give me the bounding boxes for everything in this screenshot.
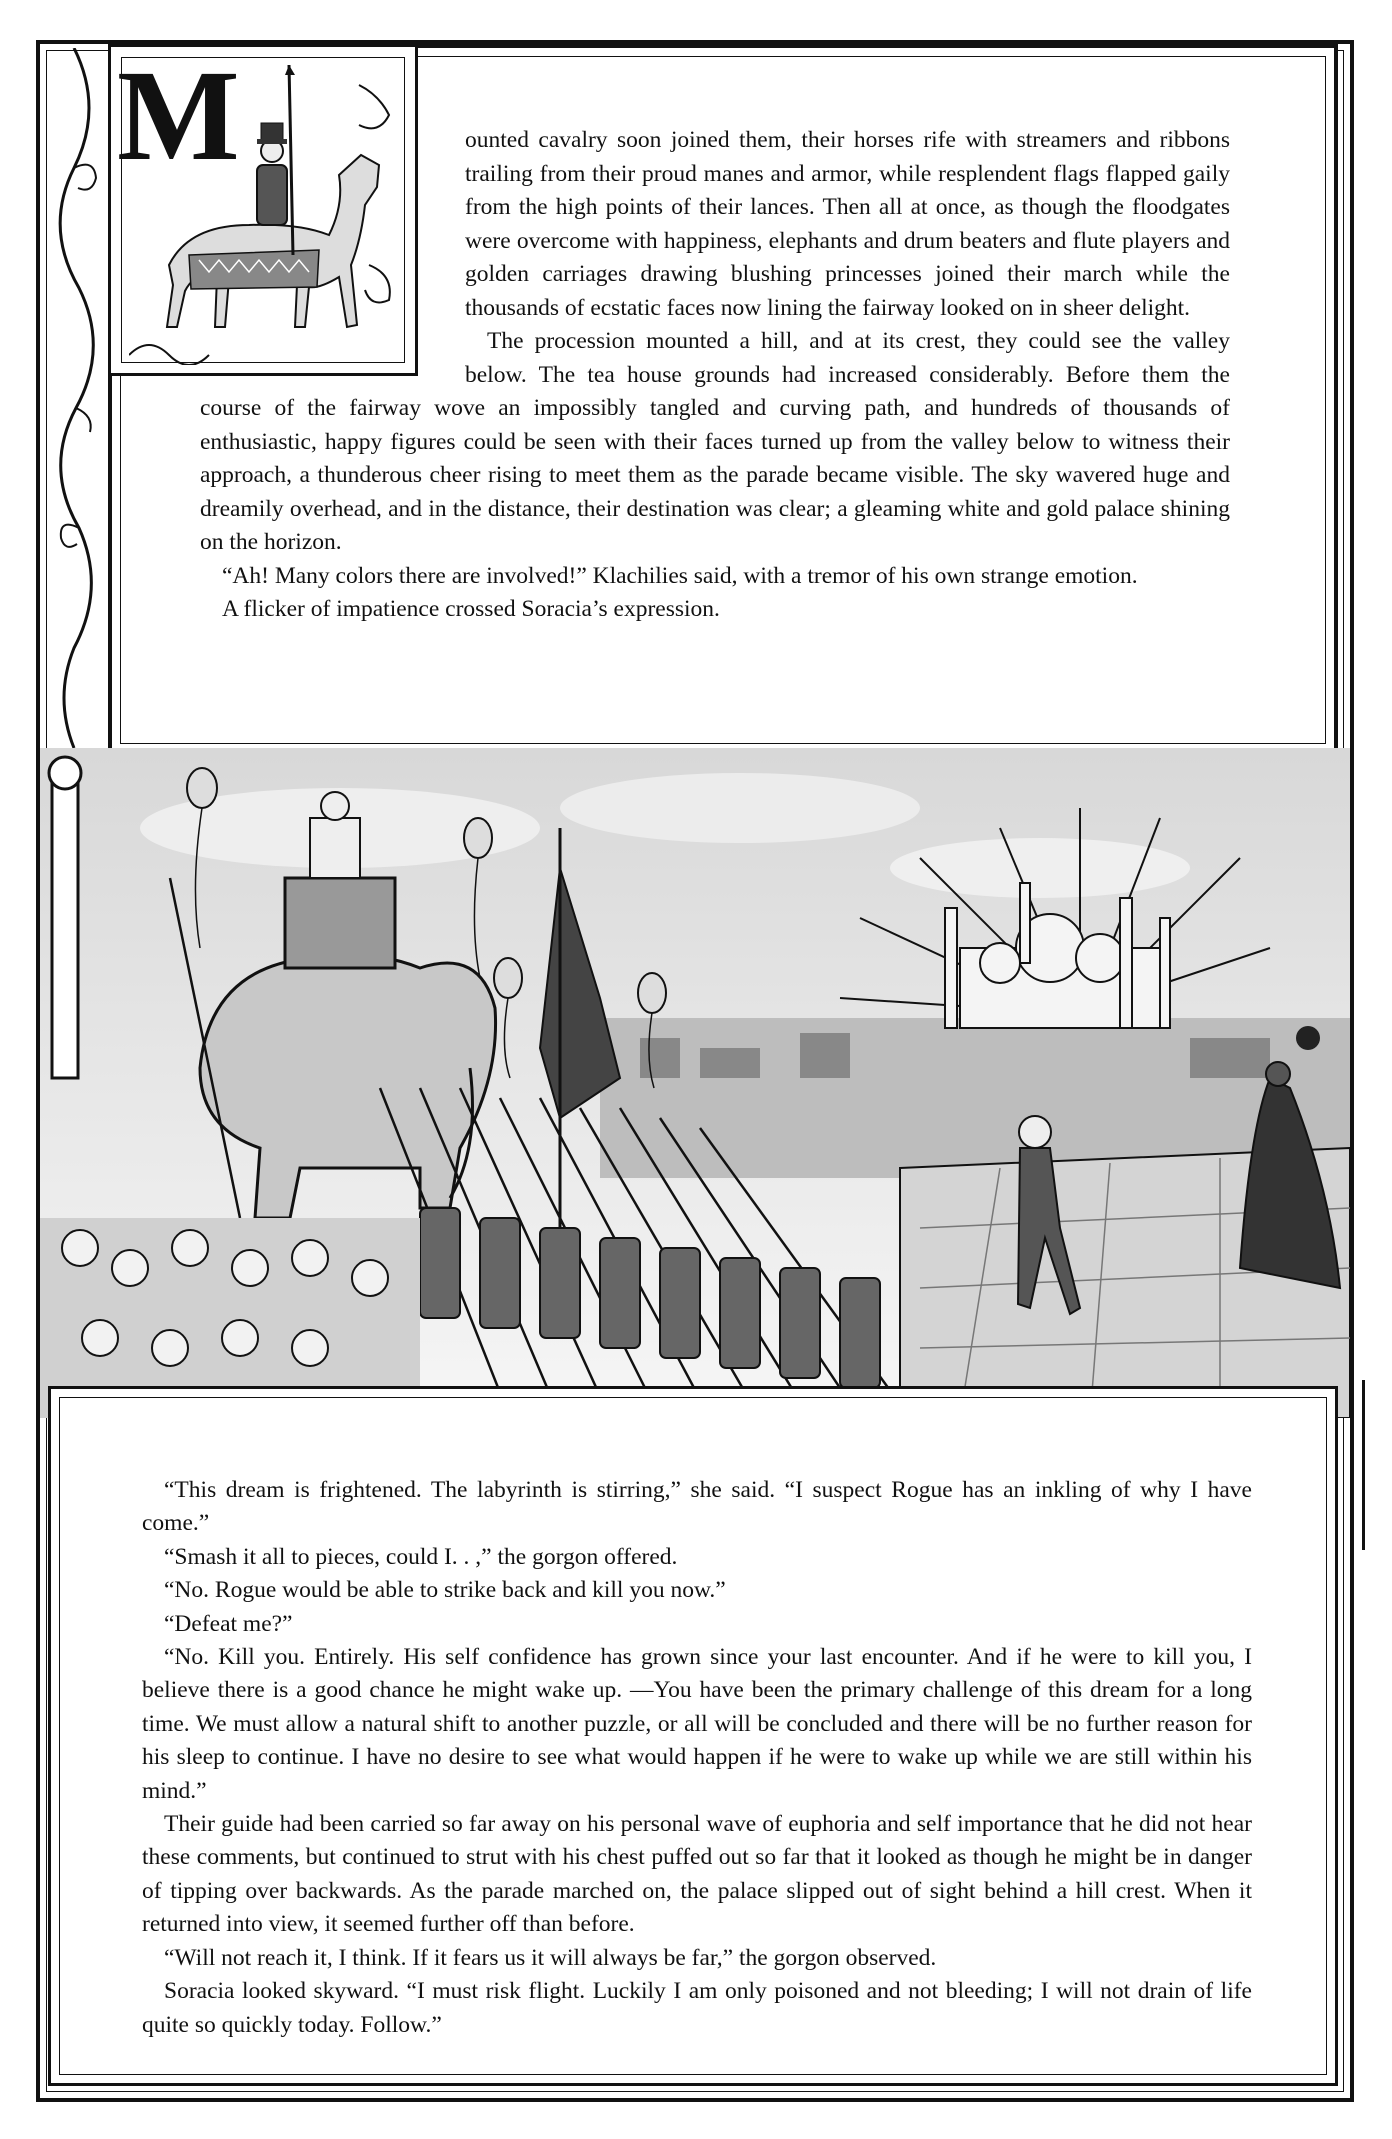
parade-illustration [40,748,1350,1418]
paragraph: “No. Kill you. Entirely. His self confidence has grown since your last encounter. And if he were to kill you, I believe there is a good chance he might wake up. —You have been the primary challenge of this dream for a long time. We must allow a natural shift to another puzzle, or all will be concluded and there will be no further reason for his sleep to continue. I have no desire to see what would happen if he were to wake up while we are still within his mind.” [142,1644,1252,1804]
paragraph: “Defeat me?” [164,1610,293,1637]
paragraph: Soracia looked skyward. “I must risk flight. Luckily I am only poisoned and not bleeding; I will not drain of life quite so quickly today. Follow.” [142,1978,1252,2038]
paragraph: “This dream is frightened. The labyrinth is stirring,” she said. “I suspect Rogue has an inkling of why I have come.” [142,1477,1252,1537]
right-edge-bar [1362,1380,1365,1550]
vine-ornament-left [44,48,114,748]
bottom-text-block [142,1474,1252,2042]
paragraph: “Ah! Many colors there are involved!” Klachilies said, with a tremor of his own strange emotion. [222,562,1138,589]
drop-cap-box [108,44,418,376]
paragraph: “Will not reach it, I think. If it fears us it will always be far,” the gorgon observed. [164,1944,937,1971]
paragraph: “No. Rogue would be able to strike back and kill you now.” [164,1577,726,1604]
paragraph: A flicker of impatience crossed Soracia’s expression. [222,596,720,622]
paragraph: Their guide had been carried so far away on his personal wave of euphoria and self importance that he did not hear these comments, but continued to strut with his chest puffed out so far that it looked as though he might be in danger of tipping over backwards. As the parade marched on, the palace slipped out of sight behind a hill crest. When it returned into view, it seemed further off than before. [142,1811,1252,1938]
paragraph: “Smash it all to pieces, could I. . ,” the gorgon offered. [164,1543,678,1570]
paragraph: ounted cavalry soon joined them, their horses rife with streamers and ribbons trailing from their proud manes and armor, while resplendent flags flapped gaily from the high points of their lances. Then all at once, as though the floodgates were overcome with happiness, elephants and drum beaters and flute players and golden carriages drawing blushing princesses joined their march while the thousands of ecstatic faces now lining the fairway looked on in sheer delight. [465,127,1230,321]
drop-cap-letter: M [117,44,236,188]
paragraph: The procession mounted a hill, and at its crest, they could see the valley below. The tea house grounds had increased considerably. Before them the course of the fairway wove an impossibly tangled and curving path, and hundreds of thousands of enthusiastic, happy figures could be seen with their faces turned up from the valley below to witness their approach, a thunderous cheer rising to meet them as the parade became visible. The sky wavered huge and dreamily overhead, and in the distance, their destination was clear; a gleaming white and gold palace shining on the horizon. [200,328,1230,555]
